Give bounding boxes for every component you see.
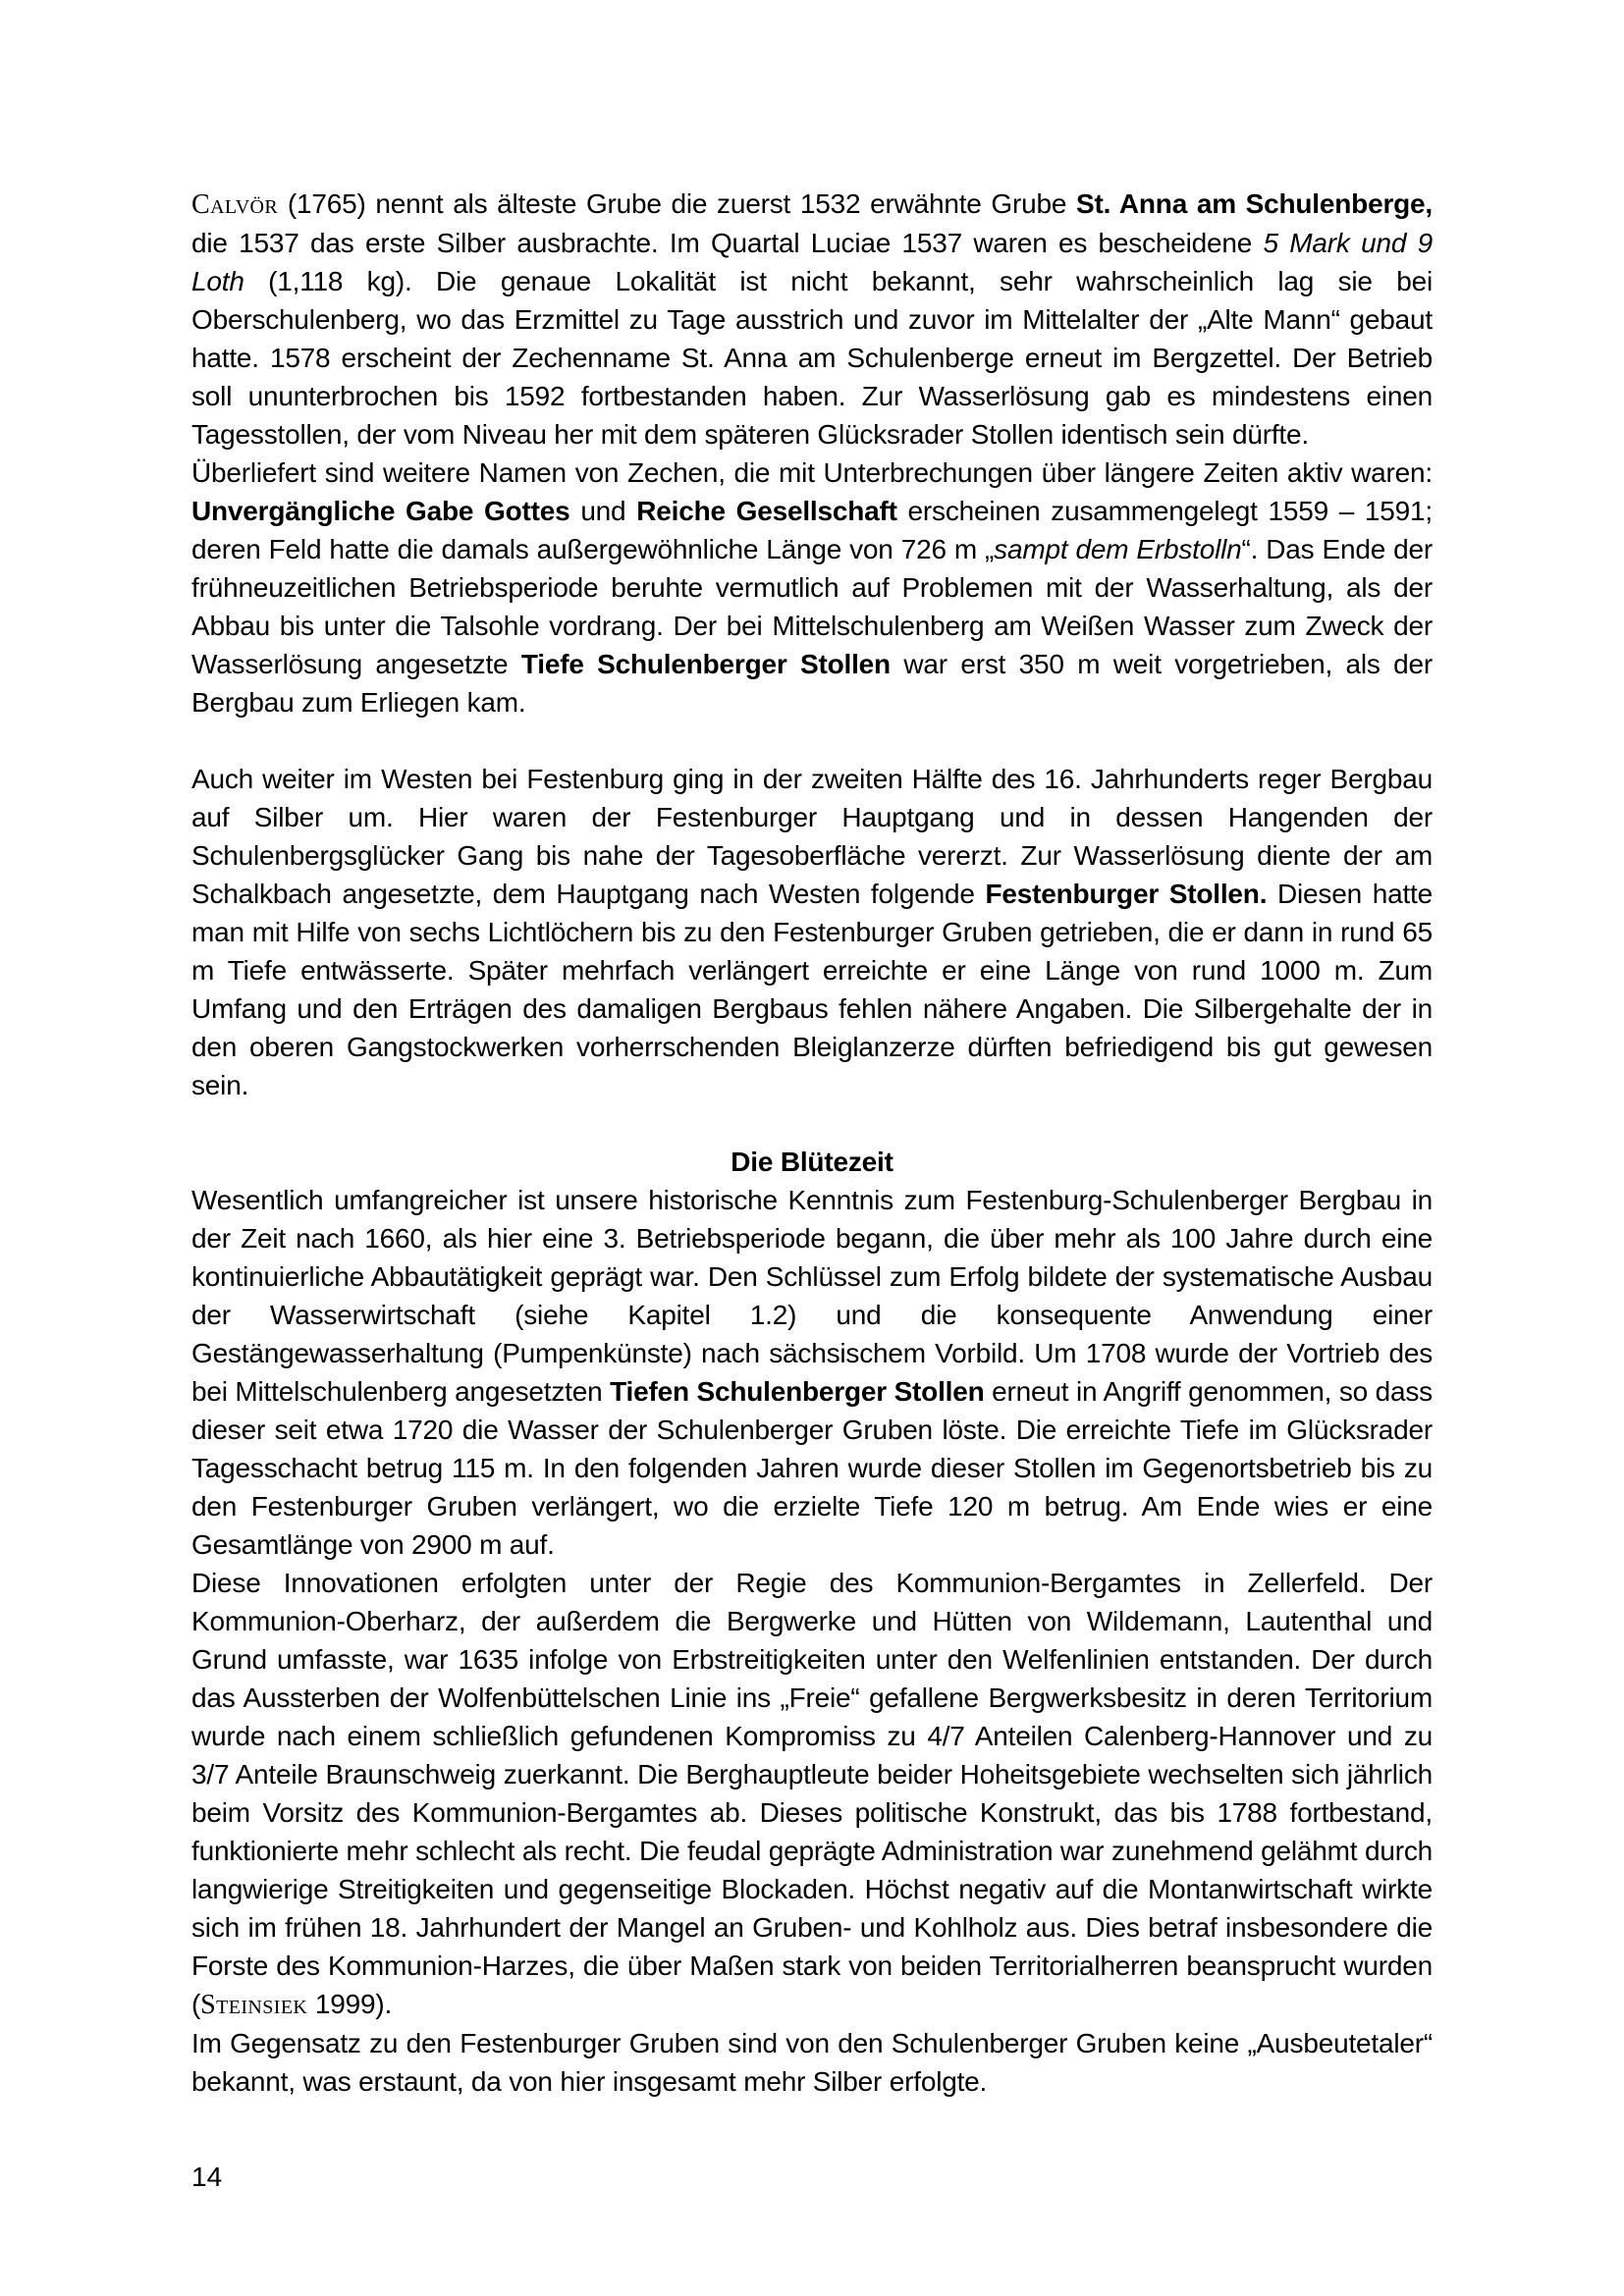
body-text: erscheinen zusammengelegt 1559 – 1591; deren Feld hatte die damals außergewöhnliche Länge von 726 m „ bbox=[191, 496, 1433, 564]
paragraph-kommunion-bergamt bbox=[191, 1564, 1433, 2024]
body-text: (1,118 kg). Die genaue Lokalität ist nicht bekannt, sehr wahrscheinlich lag sie bei Oberschulenberg, wo das Erzmittel zu Tage ausstrich und zuvor im Mittelalter der „Alte Mann“ gebaut hatte. 1578 erscheint der Zechenname St. Anna am Schulenberge erneut im Bergzettel. Der Betrieb soll ununterbrochen bis 1592 fortbestanden haben. Zur Wasserlösung gab es mindestens einen Tagesstollen, der vom Niveau her mit dem späteren Glücksrader Stollen identisch sein dürfte. bbox=[191, 266, 1433, 450]
body-text: Wesentlich umfangreicher ist unsere historische Kenntnis zum Festenburg-Schulenberger Bergbau in der Zeit nach 1660, als hier eine 3. Betriebsperiode begann, die über mehr als 100 Jahre durch eine kontinuierliche Abbautätigkeit geprägt war. Den Schlüssel zum Erfolg bildete der systematische Ausbau der Wasserwirtschaft (siehe Kapitel 1.2) und die konsequente Anwendung einer Gestängewasserhaltung (Pumpenkünste) nach sächsischem Vorbild. Um 1708 wurde der Vortrieb des bei Mittelschulenberg angesetzten bbox=[191, 1185, 1433, 1407]
body-text: Diese Innovationen erfolgten unter der Regie des Kommunion-Bergamtes in Zellerfeld. Der Kommunion-Oberharz, der außerdem die Bergwerke und Hütten von Wildemann, Lautenthal und Grund umfasste, war 1635 infolge von Erbstreitigkeiten unter den Welfenlinien entstanden. Der durch das Aussterben der Wolfenbüttelschen Linie ins „Freie“ gefallene Bergwerksbesitz in deren Territorium wurde nach einem schließlich gefundenen Kompromiss zu 4/7 Anteilen Calenberg-Hannover und zu 3/7 Anteile Braunschweig zuerkannt. Die Berghauptleute beider Hoheitsgebiete wechselten sich jährlich beim Vorsitz des Kommunion-Bergamtes ab. Dieses politische Konstrukt, das bis 1788 fortbestand, funktionierte mehr schlecht als recht. Die feudal geprägte Administration war zunehmend gelähmt durch langwierige Streitigkeiten und gegenseitige Blockaden. Höchst negativ auf die Montanwirtschaft wirkte sich im frühen 18. Jahrhundert der Mangel an Gruben- und Kohlholz aus. Dies betraf insbesondere die Forste des Kommunion-Harzes, die über Maßen stark von beiden Territorialherren beansprucht wurden ( bbox=[191, 1568, 1433, 2019]
bold-text: Reiche Gesellschaft bbox=[636, 496, 897, 526]
bold-text: Die Blütezeit bbox=[731, 1147, 893, 1177]
body-text: und bbox=[569, 496, 637, 526]
paragraph-spacer bbox=[191, 1104, 1433, 1143]
page-number: 14 bbox=[191, 2162, 223, 2192]
body-text: (1765) nennt als älteste Grube die zuerst 1532 erwähnte Grube bbox=[278, 188, 1076, 219]
paragraph-festenburg bbox=[191, 760, 1433, 1104]
paragraph-ausbeutetaler bbox=[191, 2024, 1433, 2101]
body-text: Auch weiter im Westen bei Festenburg ging in der zweiten Hälfte des 16. Jahrhunderts reger Bergbau auf Silber um. Hier waren der Festenburger Hauptgang und in dessen Hangenden der Schulenbergsglücker Gang bis nahe der Tagesoberfläche vererzt. Zur Wasserlösung diente der am Schalkbach angesetzte, dem Hauptgang nach Westen folgende bbox=[191, 764, 1433, 909]
body-text: Im Gegensatz zu den Festenburger Gruben sind von den Schulenberger Gruben keine „Ausbeutetaler“ bekannt, was erstaunt, da von hier insgesamt mehr Silber erfolgte. bbox=[191, 2028, 1433, 2097]
bold-text: Tiefe Schulenberger Stollen bbox=[520, 649, 891, 679]
paragraph-weitere-zechen bbox=[191, 454, 1433, 721]
author-smallcaps-text: Calvör bbox=[191, 189, 279, 220]
paragraph-st-anna bbox=[191, 185, 1433, 454]
italic-text: 5 Mark und 9 Loth bbox=[191, 228, 1433, 296]
body-text: “. Das Ende der frühneuzeitlichen Betriebsperiode beruhte vermutlich auf Problemen mit der Wasserhaltung, als der Abbau bis unter die Talsohle vordrang. Der bei Mittelschulenberg am Weißen Wasser zum Zweck der Wasserlösung angesetzte bbox=[191, 534, 1433, 679]
bold-text: St. Anna am Schulenberge, bbox=[1076, 188, 1433, 219]
section-heading-bluetezeit bbox=[191, 1143, 1433, 1181]
body-text: Überliefert sind weitere Namen von Zechen, die mit Unterbrechungen über längere Zeiten aktiv waren: bbox=[191, 457, 1433, 488]
bold-text: Tiefen Schulenberger Stollen bbox=[610, 1376, 985, 1407]
body-text: 1999). bbox=[307, 1989, 393, 2019]
bold-text: Festenburger Stollen. bbox=[985, 879, 1268, 909]
body-text: war erst 350 m weit vorgetrieben, als der Bergbau zum Erliegen kam. bbox=[191, 649, 1433, 718]
body-text: die 1537 das erste Silber ausbrachte. Im Quartal Luciae 1537 waren es bescheidene bbox=[191, 228, 1264, 258]
author-smallcaps-text: Steinsiek bbox=[200, 1990, 308, 2020]
body-text: erneut in Angriff genommen, so dass dieser seit etwa 1720 die Wasser der Schulenberger Gruben löste. Die erreichte Tiefe im Glücksrader Tagesschacht betrug 115 m. In den folgenden Jahren wurde dieser Stollen im Gegenortsbetrieb bis zu den Festenburger Gruben verlängert, wo die erzielte Tiefe 120 m betrug. Am Ende wies er eine Gesamtlänge von 2900 m auf. bbox=[191, 1376, 1433, 1560]
paragraph-bluetezeit-1 bbox=[191, 1181, 1433, 1564]
body-text: Diesen hatte man mit Hilfe von sechs Lichtlöchern bis zu den Festenburger Gruben getrieben, die er dann in rund 65 m Tiefe entwässerte. Später mehrfach verlängert erreichte er eine Länge von rund 1000 m. Zum Umfang und den Erträgen des damaligen Bergbaus fehlen nähere Angaben. Die Silbergehalte der in den oberen Gangstockwerken vorherrschenden Bleiglanzerze dürften befriedigend bis gut gewesen sein. bbox=[191, 879, 1433, 1100]
paragraph-spacer bbox=[191, 721, 1433, 760]
page-body bbox=[191, 185, 1433, 2101]
italic-text: sampt dem Erbstolln bbox=[994, 534, 1242, 564]
bold-text: Unvergängliche Gabe Gottes bbox=[191, 496, 570, 526]
